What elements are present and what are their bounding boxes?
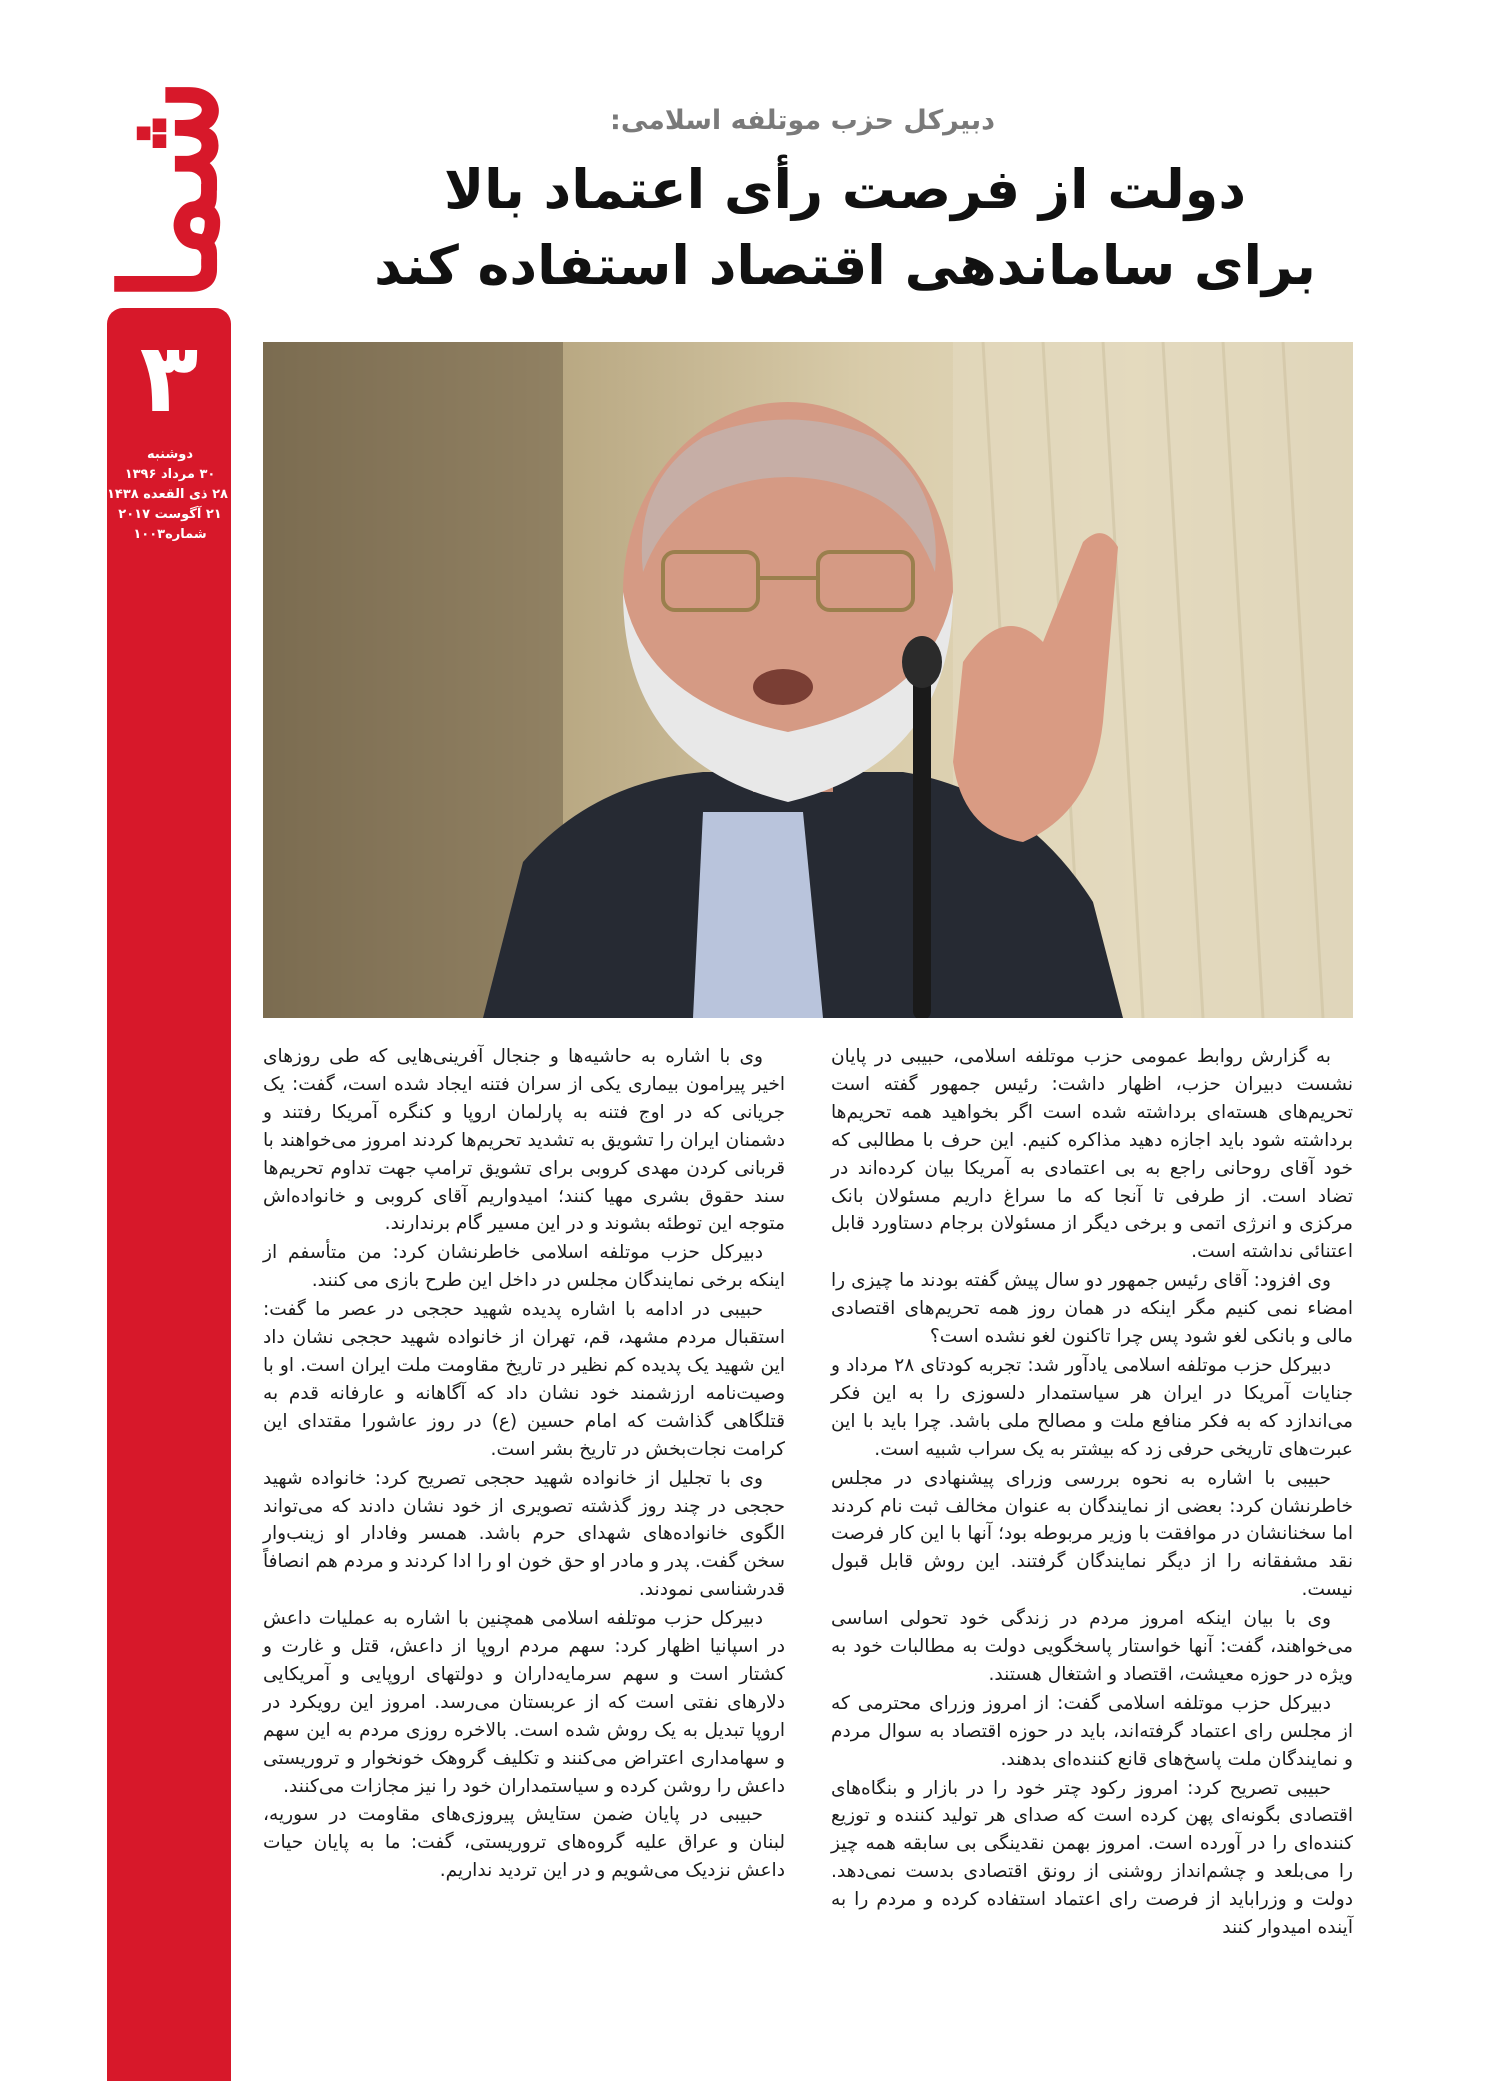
article-column-left [263,1043,785,2063]
paragraph: حبیبی در ادامه با اشاره پدیده شهید حججی در عصر ما گفت: استقبال مردم مشهد، قم، تهران از خانواده شهید حججی نشان داد این شهید یک پدیده کم نظیر در تاریخ مقاومت ملت ایران است. او با وصیت‌نامه ارزشمند خود نشان داد که آگاهانه و عارفانه قدم به قتلگاهی گذاشت که امام حسین (ع) در روز عاشورا مقتدای این کرامت نجات‌بخش در تاریخ بشر است. [263,1299,785,1460]
issue-date-solar: ۳۰ مرداد ۱۳۹۶ [124,467,216,482]
paragraph: دبیرکل حزب موتلفه اسلامی همچنین با اشاره به عملیات داعش در اسپانیا اظهار کرد: سهم مردم اروپا از داعش، قتل و غارت و کشتار است و سهم سرمایه‌داران و دولتهای اروپایی و آمریکایی دلارهای نفتی است که از عربستان می‌رسد. امروز این رویکرد در اروپا تبدیل به یک روش شده است. بالاخره روزی مردم به این سهم و سهامداری اعتراض می‌کنند و تکلیف گروهک خونخوار و تروریستی داعش را روشن کرده و سیاستمداران خود را نیز مجازات می‌کنند. [263,1608,785,1797]
page-number: ۳ [139,322,199,434]
issue-date-gregorian: ۲۱ آگوست ۲۰۱۷ [118,507,222,522]
issue-number-label: شماره۱۰۰۳ [133,527,207,542]
issue-dates [106,445,228,545]
paragraph: وی با اشاره به حاشیه‌ها و جنجال آفرینی‌هایی که طی روزهای اخیر پیرامون بیماری یکی از سران فتنه ایجاد شده است، گفت: یک جریانی که در اوج فتنه به پارلمان اروپا و کنگره آمریکا رفتند و دشمنان ایران را تشویق به تشدید تحریم‌ها کردند امروز می‌خواهند با قربانی کردن مهدی کروبی برای تشویق ترامپ جهت تداوم تحریم‌ها سند حقوق بشری مهیا کنند؛ امیدواریم آقای کروبی و خانواده‌اش متوجه این توطئه بشوند و در این مسیر گام برندارند. [263,1046,785,1235]
paragraph: دبیرکل حزب موتلفه اسلامی گفت: از امروز وزرای محترمی که از مجلس رای اعتماد گرفته‌اند، باید در حوزه اقتصاد به سوال مردم و نمایندگان ملت پاسخ‌های قانع کننده‌ای بدهند. [831,1692,1353,1770]
paragraph: وی افزود: آقای رئیس جمهور دو سال پیش گفته بودند ما چیزی را امضاء نمی کنیم مگر اینکه در همان روز همه تحریم‌های اقتصادی مالی و بانکی لغو شود پس چرا تاکنون لغو نشده است؟ [831,1270,1353,1348]
paragraph: وی با بیان اینکه امروز مردم در زندگی خود تحولی اساسی می‌خواهند، گفت: آنها خواستار پاسخگویی دولت به مطالبات خود به ویژه در حوزه معیشت، اقتصاد و اشتغال هستند. [831,1608,1353,1685]
paragraph: وی با تجلیل از خانواده شهید حججی تصریح کرد: خانواده شهید حججی در چند روز گذشته تصویری از خود نشان دادند که می‌تواند الگوی خانواده‌های شهدای حرم باشد. همسر وفادار او زینب‌وار سخن گفت. پدر و مادر او حق خون او را ادا کردند و مردم هم انصافاً قدرشناسی نمودند. [263,1467,785,1601]
speaker-photo-illustration [263,342,1353,1018]
article-body [263,1043,1353,2063]
paragraph: دبیرکل حزب موتلفه اسلامی خاطرنشان کرد: من متأسفم از اینکه برخی نمایندگان مجلس در داخل این طرح بازی می کنند. [263,1242,785,1292]
paragraph: حبیبی در پایان ضمن ستایش پیروزی‌های مقاومت در سوریه، لبنان و عراق علیه گروه‌های تروریستی، گفت: ما به پایان حیات داعش نزدیک می‌شویم و در این تردید نداریم. [263,1804,785,1882]
issue-date-lunar: ۲۸ ذی القعده ۱۴۳۸ [106,487,228,502]
masthead-logo: شما [93,78,246,302]
headline-line-2: برای ساماندهی اقتصاد استفاده کند [374,234,1316,297]
issue-day: دوشنبه [146,447,194,462]
article-photo [263,342,1353,1018]
paragraph: حبیبی تصریح کرد: امروز رکود چتر خود را در بازار و بنگاه‌های اقتصادی بگونه‌ای پهن کرده است که صدای هر تولید کننده و توزیع کننده‌ای را در آورده است. امروز بهمن نقدینگی بی سابقه همه چیز را می‌بلعد و چشم‌انداز روشنی از رونق اقتصادی بدست نمی‌دهد. دولت و وزرابايد از فرصت رای اعتماد استفاده کرده و مردم را به آینده امیدوار کنند [831,1777,1353,1939]
paragraph: دبیرکل حزب موتلفه اسلامی یادآور شد: تجربه کودتای ۲۸ مرداد و جنایات آمریکا در ایران هر سیاستمدار دلسوزی را به این فکر می‌اندازد که به فکر منافع ملت و مصالح ملی باشد. چرا باید با این عبرت‌های تاریخی حرفی زد که بیشتر به یک سراب شبیه است. [831,1354,1353,1460]
article-kicker: دبیرکل حزب موتلفه اسلامی: [610,105,995,136]
sidebar-red-bar [107,308,231,2081]
paragraph: به گزارش روابط عمومی حزب موتلفه اسلامی، حبیبی در پایان نشست دبیران حزب، اظهار داشت: رئیس جمهور گفته است تحریم‌های هسته‌ای برداشته شده است اگر بخواهید همه تحریم‌ها برداشته شود باید اجازه دهید مذاکره کنیم. این حرف با مطالبی که خود آقای روحانی راجع به بی اعتمادی به آمریکا بیان کرده‌اند در تضاد است. از طرفی تا آنجا که ما سراغ داریم مسئولان بانک مرکزی و انرژی اتمی و برخی دیگر از مسئولان برجام دستاورد قابل اعتنائی نداشته است. [831,1046,1353,1263]
article-headline [290,152,1400,304]
headline-line-1: دولت از فرصت رأی اعتماد بالا [443,158,1247,221]
paragraph: حبیبی با اشاره به نحوه بررسی وزرای پیشنهادی در مجلس خاطرنشان کرد: بعضی از نمایندگان به عنوان مخالف ثبت نام کردند اما سخنانشان در موافقت با وزیر مربوطه بود؛ آنها با این کار فرصت نقد مشفقانه را از دیگر نمایندگان گرفتند. این روش قابل قبول نیست. [831,1467,1353,1601]
article-column-right [831,1043,1353,2063]
